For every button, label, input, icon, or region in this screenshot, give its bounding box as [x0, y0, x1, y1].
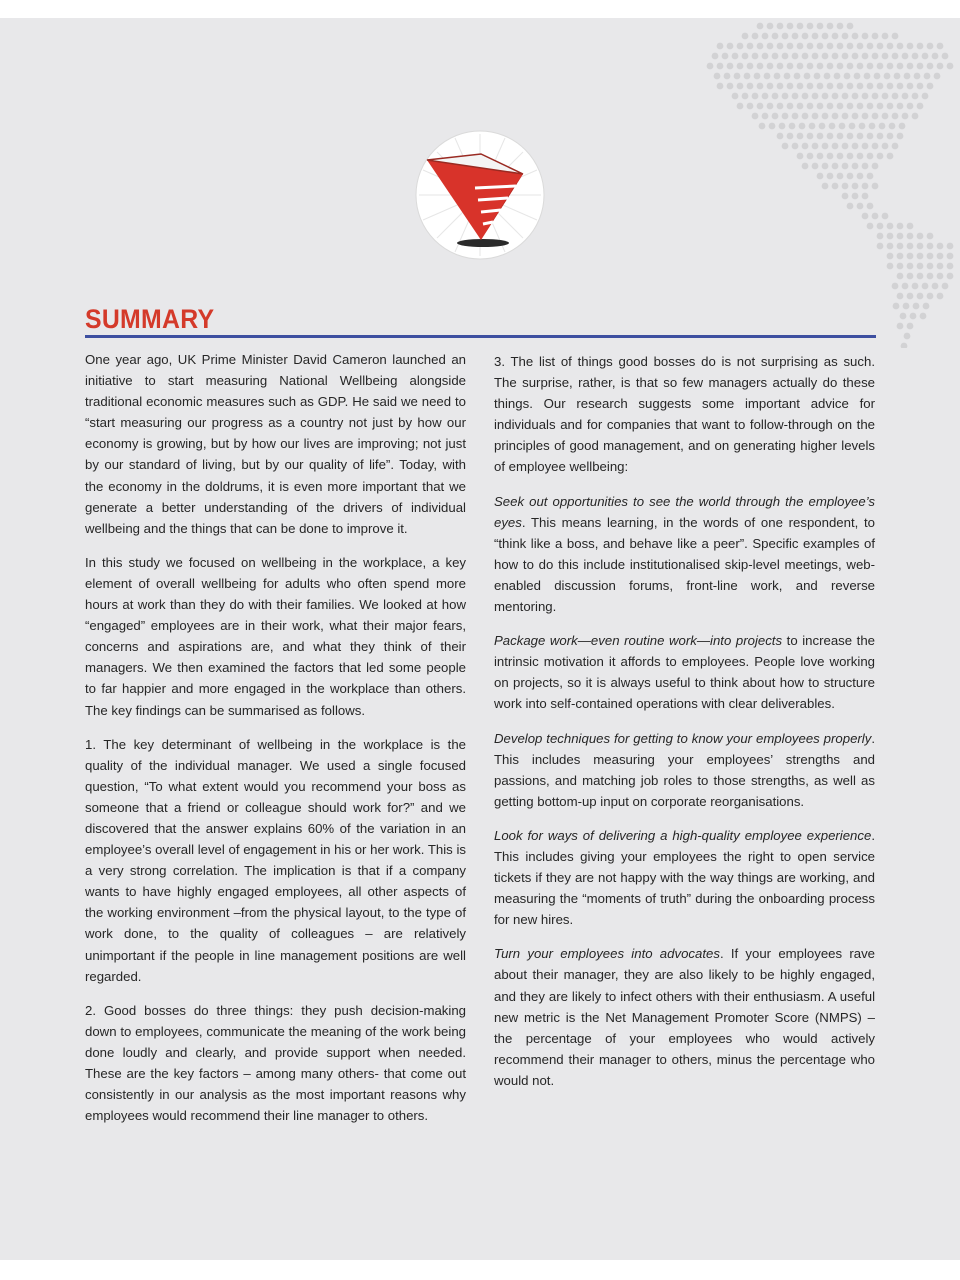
advice-body: . This means learning, in the words of one respondent, to “think like a boss, and behave like a peer”. Specific examples of how to do this include institutionalised skip-level meetings, web-enabled discussion forums, front-line work, and reverse mentoring.	[494, 514, 875, 615]
advice-lead: Seek out opportunities to see the world through the employee’s eyes	[494, 493, 875, 530]
advice-item	[494, 825, 875, 930]
advice-item	[494, 943, 875, 1091]
advice-item	[494, 728, 875, 812]
paragraph: In this study we focused on wellbeing in the workplace, a key element of overall wellbeing for adults who often spend more hours at work than they do with their families. We looked at how “engaged” employees are in their work, what their major fears, concerns and aspirations are, and what they think of their managers. We then examined the factors that led some people to far happier and more engaged in the workplace than others. The key findings can be summarised as follows.	[85, 554, 466, 718]
advice-body: . This includes measuring your employees’ strengths and passions, and matching job roles to those strengths, as well as getting bottom-up input on corporate reorganisations.	[494, 730, 875, 809]
paragraph: 3. The list of things good bosses do is not surprising as such. The surprise, rather, is that so few managers actually do these things. Our research suggests some important advice for individuals and for companies that want to follow-through on the principles of good management, and on generating higher levels of employee wellbeing:	[494, 354, 875, 475]
dotted-world-map-icon	[700, 18, 960, 348]
paragraph: One year ago, UK Prime Minister David Cameron launched an initiative to start measuring National Wellbeing alongside traditional economic measures such as GDP. He said we need to “start measuring our progress as a country not just by how our economy is growing, but by how our lives are improving; not just by our standard of living, but by our quality of life”. Today, with the economy in the doldrums, it is even more important that we generate a better understanding of the drivers of individual wellbeing and the things that can be done to improve it.	[85, 352, 466, 536]
left-column	[85, 349, 466, 1139]
paragraph: 1. The key determinant of wellbeing in the workplace is the quality of the individual manager. We used a single focused question, “To what extent would you recommend your boss as someone that a friend or colleague should work for?” and we discovered that the answer explains 60% of the variation in an employee’s overall level of engagement in his or her work. This is a very strong correlation. The implication is that if a company wants to have highly engaged employees, all other aspects of the working environment –from the physical layout, to the type of work done, to the quality of colleagues – are relatively unimportant if the people in line management positions are well regarded.	[85, 736, 466, 984]
title-divider	[85, 335, 876, 338]
advice-lead: Develop techniques for getting to know your employees properly	[494, 730, 872, 746]
advice-lead: Package work—even routine work—into projects	[494, 633, 783, 649]
advice-item	[494, 630, 875, 714]
advice-lead: Turn your employees into advocates	[494, 946, 720, 962]
page-title: SUMMARY	[85, 304, 215, 334]
advice-body: to increase the intrinsic motivation it affords to employees. People love working on projects, so it is always useful to think about how to structure work into self-contained operations with clear deliverables.	[494, 633, 875, 712]
advice-body: . This includes giving your employees the right to open service tickets if they are not happy with the way things are working, and measuring the “moments of truth” during the onboarding process for new hires.	[494, 827, 875, 928]
red-inverted-pyramid-logo	[415, 130, 545, 260]
advice-lead: Look for ways of delivering a high-quality employee experience	[494, 827, 872, 843]
advice-body: . If your employees rave about their manager, they are also likely to be highly engaged, and they are likely to infect others with their enthusiasm. A useful new metric is the Net Management Promoter Score (NMPS) – the percentage of your employees who would actively recommend their manager to others, minus the percentage who would not.	[494, 946, 875, 1088]
right-column	[494, 351, 875, 1104]
page	[0, 18, 960, 1260]
paragraph: 2. Good bosses do three things: they push decision-making down to employees, communicate the meaning of the work being done loudly and clearly, and provide support when needed. These are the key factors – among many others- that come out consistently in our analysis as the most important reasons why employees would recommend their line manager to others.	[85, 1002, 466, 1124]
advice-item	[494, 491, 875, 618]
